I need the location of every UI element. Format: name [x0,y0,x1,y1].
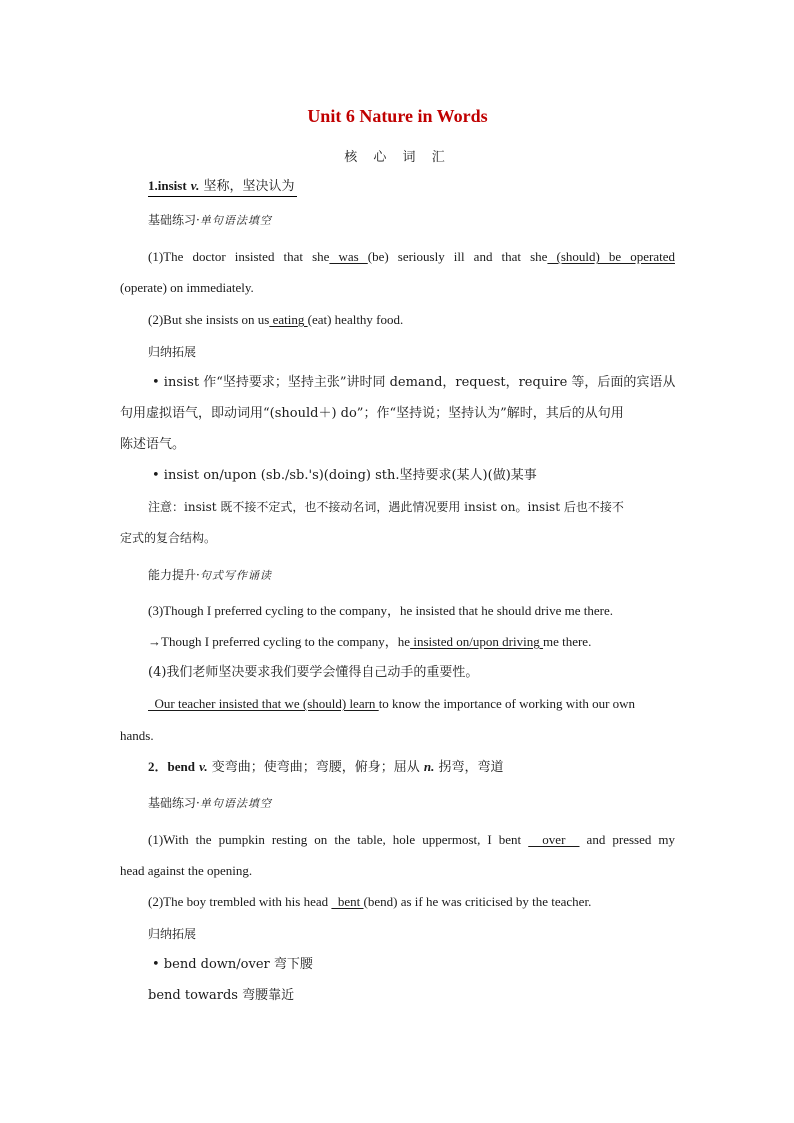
page-subtitle: 核 心 词 汇 [344,150,451,165]
word1-heading [148,177,675,197]
section-sublabel: 单句语法填空 [199,797,272,810]
q1-text: (1)The doctor insisted that she [148,249,330,264]
word1-basic-section [148,211,675,230]
q2-text: (2)The boy trembled with his head [148,894,329,909]
word1-advanced-section [148,566,675,585]
word2-pos-1: v. [199,759,208,774]
word2-basic-section [148,794,675,813]
word2-meaning-2: 拐弯，弯道 [434,760,504,775]
page-title: Unit 6 Nature in Words [307,106,488,126]
section-label: 基础练习· [148,213,200,227]
q4-answer: Our teacher insisted that we (should) learn [148,696,379,711]
section-sublabel: 句式写作诵读 [199,569,272,582]
word2-heading [148,758,675,777]
q2-answer: eating [269,312,308,327]
word1-summary-1b: 句用虚拟语气，即动词用“(should＋) do”；作“坚持说；坚持认为”解时，其后的从句用 [120,406,624,421]
word1-meaning: 坚称，坚决认为 [203,179,295,194]
word1-note-1: 注意：insist 既不接不定式，也不接动名词，遇此情况要用 insist on。insist 后也不接不 [148,500,624,514]
word2-q2 [148,893,675,911]
word1-num: 1. [148,178,158,193]
word1-word: insist [157,178,187,193]
q2-text-2: (bend) as if he was criticised by the teacher. [363,894,592,909]
word1-q3-line1: (3)Though I preferred cycling to the company，he insisted that he should drive me there. [148,603,613,618]
q2-answer: bent [331,894,364,909]
q1-answer-2: (should) be operated [547,249,675,264]
section-label: 能力提升· [148,568,200,582]
q3-answer: insisted on/upon driving [410,634,543,649]
q1-answer: over [528,832,580,847]
word1-q1-line1 [148,248,675,266]
q1-text-2: and pressed my [586,832,676,847]
word1-q3-line2 [148,633,675,651]
word2-q1-line1 [148,831,675,849]
section-label: 基础练习· [148,796,200,810]
word2-word: 2．bend [148,759,195,774]
q1-answer-1: was [329,249,368,264]
word1-q2 [148,311,675,329]
word2-meaning-1: 变弯曲；使弯曲；弯腰，俯身；屈从 [207,760,424,775]
q1-text-2: (be) seriously ill and that she [367,249,548,264]
word1-q4-line2 [148,695,675,713]
q4-text: to know the importance of working with our own [378,696,636,711]
q2-text: (2)But she insists on us [148,312,270,327]
word2-summary-label: 归纳拓展 [148,927,197,941]
word1-summary-2: • insist on/upon (sb./sb.'s)(doing) sth.坚持要求(某人)(做)某事 [152,468,537,483]
q3-text: →Though I preferred cycling to the company，he [148,634,411,649]
section-sublabel: 单句语法填空 [199,214,272,227]
word2-q1-line2: head against the opening. [120,863,253,878]
word1-summary-1c: 陈述语气。 [120,437,186,452]
word2-pos-2: n. [423,759,435,774]
word1-summary-1a: • insist 作“坚持要求；坚持主张”讲时同 demand，request，require 等，后面的宾语从 [152,375,676,390]
word1-q4-line3: hands. [120,728,154,743]
q2-text-2: (eat) healthy food. [307,312,404,327]
q3-text-2: me there. [542,634,592,649]
q1-text: (1)With the pumpkin resting on the table, hole uppermost, I bent [148,832,522,847]
word1-pos: v. [190,178,200,193]
word1-note-2: 定式的复合结构。 [120,531,217,545]
word1-heading-box [148,177,297,197]
word1-summary-label: 归纳拓展 [148,345,197,359]
word1-q1-line2: (operate) on immediately. [120,280,254,295]
word1-q4-line1: (4)我们老师坚决要求我们要学会懂得自己动手的重要性。 [148,665,479,680]
word2-summary-1: • bend down/over 弯下腰 [152,957,313,972]
word2-summary-2: bend towards 弯腰靠近 [148,988,295,1003]
